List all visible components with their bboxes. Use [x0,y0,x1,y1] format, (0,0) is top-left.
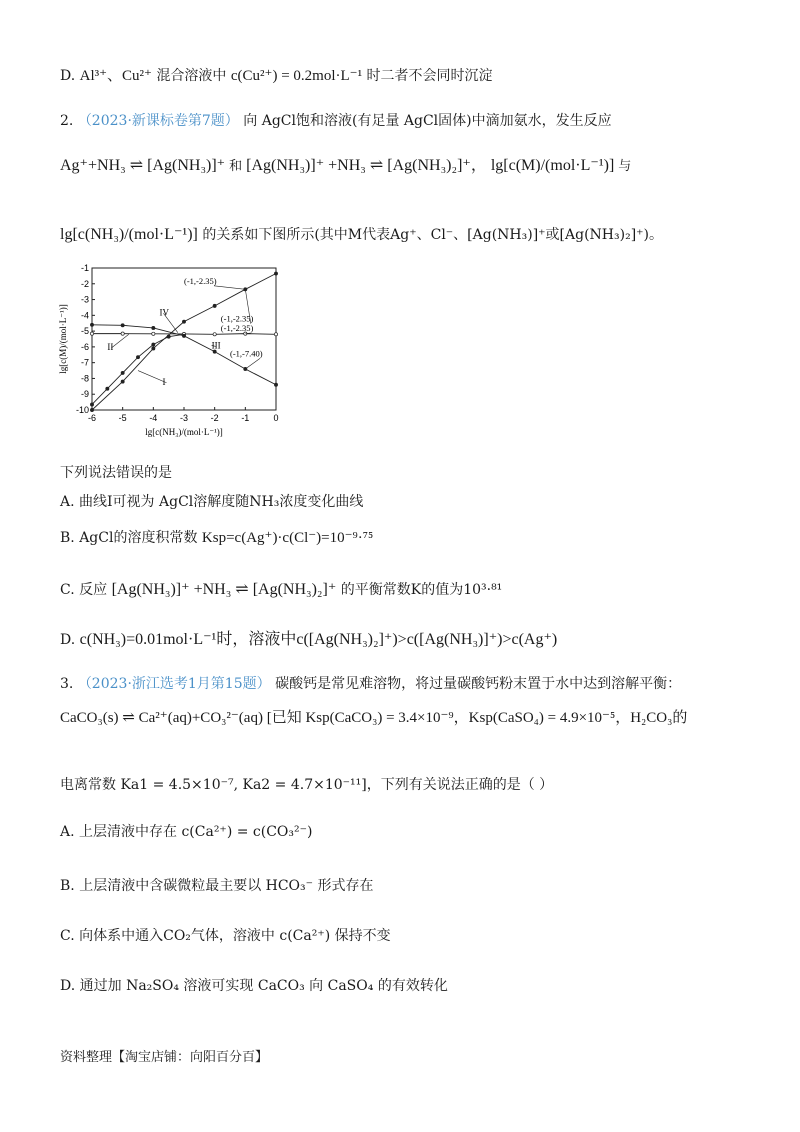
data-point-IV [213,304,216,307]
y-tick-label: -4 [80,310,89,321]
question-stem-2: 的关系如下图所示(其中M代表Ag⁺、Cl⁻、[Ag(NH₃)]⁺或[Ag(NH₃)₂]⁺)。 [202,227,664,243]
data-point-I [106,387,109,390]
chart-container [58,258,288,440]
curve-label-IV: IV [159,307,169,318]
curve-label-III: III [211,340,221,351]
x-tick-label: 0 [273,413,279,423]
annotation-arrow [214,286,245,290]
q2-stem-line2 [60,225,663,245]
reaction-expr: [Ag(NH₃)]⁺ +NH₃ ⇌ [Ag(NH₃)₂]⁺ [111,581,337,598]
data-point-IV [182,320,185,323]
annotation-label: (-1,-2.35) [184,275,217,286]
q3-option-a: A. 上层清液中存在 c(Ca²⁺) = c(CO₃²⁻) [60,824,313,840]
data-point-III [274,383,277,386]
data-point-I [90,403,93,406]
question-source: （2023·浙江选考1月第15题） [77,676,271,692]
curve-label-leader [111,334,128,348]
q2-option-d [60,630,557,650]
option-letter: D. [60,68,76,84]
data-point-IV [121,380,124,383]
data-point-IV [152,347,155,350]
q2-option-b [60,528,373,548]
q2-prompt: 下列说法错误的是 [60,465,172,481]
y-tick-label: -5 [80,326,89,337]
annotation-label: (-1,-7.40) [230,348,263,359]
question-number: 2. [60,113,74,129]
y-tick-label: -2 [80,278,89,289]
series-line-I [92,334,184,404]
q1-option-d [60,66,493,86]
footer-note: 资料整理【淘宝店铺：向阳百分百】 [60,1050,269,1065]
data-point-II [90,332,93,335]
known-constants: [已知 Ksp(CaCO₃) = 3.4×10⁻⁹，Ksp(CaSO₄) = 4.9×10⁻⁵，H₂CO₃的 [266,710,688,726]
curve-label-II: II [107,342,114,353]
dissolution-eq: CaCO₃(s) ⇌ Ca²⁺(aq)+CO₃²⁻(aq) [60,710,263,726]
data-point-IV [90,408,93,411]
chart-svg [58,258,288,440]
option-text-end: 时二者不会同时沉淀 [366,68,493,84]
y-axis-label: lg[c(M)/(mol·L⁻¹)] [58,304,68,374]
lg-m-expr: lg[c(M)/(mol·L⁻¹)] [490,157,615,174]
data-point-III [213,350,216,353]
y-tick-label: -6 [80,341,89,352]
y-tick-label: -7 [80,357,89,368]
q3-option-c: C. 向体系中通入CO₂气体，溶液中 c(Ca²⁺) 保持不变 [60,928,391,944]
option-d-letter: D. [60,632,76,648]
x-tick-label: -1 [241,413,250,423]
x-tick-label: -3 [179,413,189,423]
and-text: 和 [229,159,243,174]
data-point-I [136,356,139,359]
with-text: 与 [618,159,632,174]
data-point-I [121,371,124,374]
q2-option-a: A. 曲线I可视为 AgCl溶解度随NH₃浓度变化曲线 [60,494,364,510]
data-point-I [152,343,155,346]
q2-header [60,111,612,131]
curve-label-I: I [162,376,166,387]
concentration-expr: c(Cu²⁺) = 0.2mol·L⁻¹ [230,68,363,84]
ions-text: Al³⁺、Cu²⁺ [79,68,152,84]
q2-option-c [60,580,502,600]
q3-header [60,674,681,694]
data-point-II [152,332,155,335]
q3-equilibrium [60,708,687,728]
x-tick-label: -2 [210,413,219,423]
y-tick-label: -10 [75,405,89,415]
data-point-II [213,333,216,336]
data-point-II [274,333,277,336]
data-point-III [90,323,93,326]
q3-stem-line2: 电离常数 Ka1 = 4.5×10⁻⁷, Ka2 = 4.7×10⁻¹¹]，下列有关说法正确的是（ ） [60,777,554,793]
x-tick-label: -6 [87,413,97,423]
option-c-end: 的平衡常数K的值为10³·⁸¹ [340,582,503,598]
option-c-text: C. 反应 [60,582,108,598]
question-stem: 碳酸钙是常见难溶物，将过量碳酸钙粉末置于水中达到溶解平衡： [275,676,682,692]
data-point-IV [274,272,277,275]
reaction-1: Ag⁺+NH₃ ⇌ [Ag(NH₃)]⁺ [60,157,226,174]
question-number: 3. [60,676,74,692]
ksp-expr: Ksp=c(Ag⁺)·c(Cl⁻)=10⁻⁹·⁷⁵ [201,530,374,546]
data-point-III [152,326,155,329]
y-tick-label: -1 [80,263,89,273]
x-tick-label: -5 [118,413,127,423]
annotation-label: (-1,-2.35) [220,323,254,334]
q2-reactions [60,156,631,177]
q3-option-b: B. 上层清液中含碳微粒最主要以 HCO₃⁻ 形式存在 [60,878,374,894]
lg-nh3-expr: lg[c(NH₃)/(mol·L⁻¹)] [60,226,198,243]
annotation-label: (-1,-2.35) [220,313,254,324]
data-point-III [182,334,185,337]
y-tick-label: -9 [80,389,89,400]
annotation-arrow [245,358,260,369]
q3-option-d: D. 通过加 Na₂SO₄ 溶液可实现 CaCO₃ 向 CaSO₄ 的有效转化 [60,978,448,994]
data-point-II [121,332,124,335]
y-tick-label: -3 [80,294,89,305]
concentration-compare: c(NH₃)=0.01mol·L⁻¹时，溶液中c([Ag(NH₃)₂]⁺)>c([Ag(NH₃)]⁺)>c(Ag⁺) [79,631,558,648]
plot-frame [92,268,276,410]
reaction-2: [Ag(NH₃)]⁺ +NH₃ ⇌ [Ag(NH₃)₂]⁺， [246,157,487,174]
data-point-III [121,324,124,327]
question-stem: 向 AgCl饱和溶液(有足量 AgCl固体)中滴加氨水，发生反应 [243,113,612,129]
y-tick-label: -8 [80,373,89,384]
x-tick-label: -4 [149,413,158,423]
x-axis-label: lg[c(NH₃)/(mol·L⁻¹)] [145,427,223,437]
question-source: （2023·新课标卷第7题） [77,113,239,129]
option-b-text: B. AgCl的溶度积常数 [60,530,198,546]
option-text: 混合溶液中 [156,68,227,84]
